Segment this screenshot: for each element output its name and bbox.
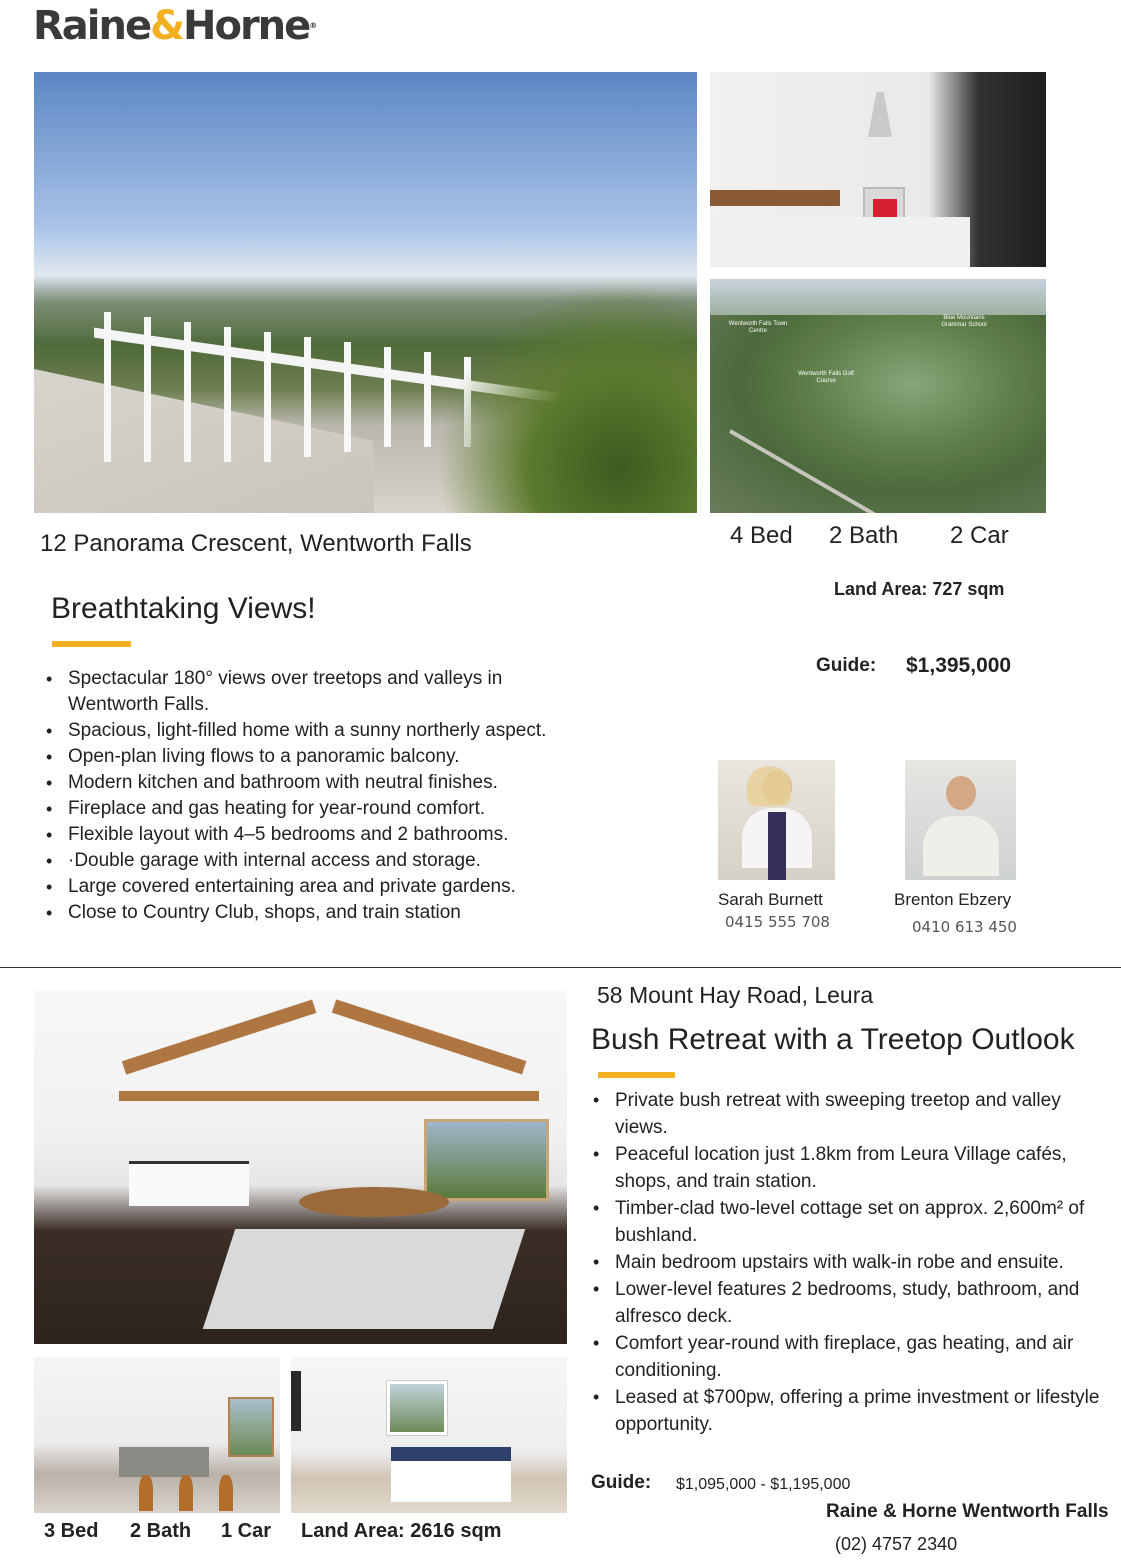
list-item: • Spectacular 180° views over treetops and valleys in Wentworth Falls. [46, 666, 566, 718]
agent-name-sarah: Sarah Burnett [718, 890, 823, 909]
list-item: • Timber-clad two-level cottage set on approx. 2,600m² of bushland. [593, 1195, 1105, 1249]
list-item: • Main bedroom upstairs with walk-in robe and ensuite. [593, 1249, 1105, 1276]
kitchen-photo [710, 72, 1046, 267]
listing1-headline: Breathtaking Views! [51, 592, 316, 625]
list-item: • Spacious, light-filled home with a sunny northerly aspect. [46, 718, 566, 744]
list-item: • Fireplace and gas heating for year-round comfort. [46, 796, 566, 822]
listing2-land-area: Land Area: 2616 sqm [301, 1520, 502, 1542]
listing1-land-area: Land Area: 727 sqm [834, 579, 1005, 599]
listing1-car: 2 Car [950, 522, 1009, 549]
agent-phone-sarah[interactable]: 0415 555 708 [725, 913, 830, 931]
agent-photo-sarah [718, 760, 835, 880]
list-item: • ·Double garage with internal access and storage. [46, 848, 566, 874]
living-dining-photo [34, 991, 567, 1344]
listing2-car: 1 Car [221, 1520, 272, 1542]
listing2-guide-label: Guide: [591, 1472, 652, 1493]
agent-phone-brenton[interactable]: 0410 613 450 [912, 918, 1017, 936]
agent-photo-brenton [905, 760, 1016, 880]
listing2-bed: 3 Bed [44, 1520, 99, 1542]
kitchen-bench-photo [34, 1357, 280, 1513]
list-item: • Peaceful location just 1.8km from Leura Village cafés, shops, and train station. [593, 1141, 1105, 1195]
listing2-address: 58 Mount Hay Road, Leura [597, 982, 874, 1008]
section-divider [0, 967, 1121, 968]
listing2-bath: 2 Bath [130, 1520, 192, 1542]
aerial-map-photo [710, 279, 1046, 513]
agent-name-brenton: Brenton Ebzery [894, 890, 1012, 909]
headline2-underline [598, 1072, 675, 1078]
listing1-bath: 2 Bath [829, 522, 899, 549]
listing2-guide-price: $1,095,000 - $1,195,000 [676, 1476, 851, 1493]
listing1-guide-label: Guide: [816, 655, 877, 676]
listing1-guide-price: $1,395,000 [906, 654, 1012, 677]
list-item: • Close to Country Club, shops, and train station [46, 900, 566, 926]
logo-text-horne: Horne [183, 3, 310, 49]
listing2-bullet-list [593, 1087, 1105, 1438]
logo-ampersand: & [150, 3, 183, 49]
brand-logo [33, 2, 317, 50]
logo-text-raine: Raine [33, 3, 151, 49]
list-item: • Lower-level features 2 bedrooms, study, bathroom, and alfresco deck. [593, 1276, 1105, 1330]
list-item: • Private bush retreat with sweeping treetop and valley views. [593, 1087, 1105, 1141]
logo-reg-mark: ® [309, 21, 318, 30]
listing1-bullet-list [46, 666, 566, 926]
office-name: Raine & Horne Wentworth Falls [826, 1501, 1109, 1522]
headline1-underline [52, 641, 131, 647]
bedroom-photo [291, 1357, 567, 1513]
aerial-label-town-centre: Wentworth Falls Town Centre [728, 321, 788, 334]
list-item: • Leased at $700pw, offering a prime investment or lifestyle opportunity. [593, 1384, 1105, 1438]
list-item: • Open-plan living flows to a panoramic balcony. [46, 744, 566, 770]
balcony-view-photo [34, 72, 697, 513]
listing1-address: 12 Panorama Crescent, Wentworth Falls [40, 530, 472, 557]
office-phone[interactable]: (02) 4757 2340 [835, 1534, 958, 1554]
aerial-label-golf-course: Wentworth Falls Golf Course [798, 371, 854, 384]
list-item: • Comfort year-round with fireplace, gas heating, and air conditioning. [593, 1330, 1105, 1384]
list-item: • Large covered entertaining area and private gardens. [46, 874, 566, 900]
listing1-bed: 4 Bed [730, 522, 793, 549]
list-item: • Flexible layout with 4–5 bedrooms and 2 bathrooms. [46, 822, 566, 848]
list-item: • Modern kitchen and bathroom with neutral finishes. [46, 770, 566, 796]
listing2-headline: Bush Retreat with a Treetop Outlook [591, 1023, 1075, 1056]
aerial-label-grammar-school: Blue Mountains Grammar School [941, 315, 987, 328]
